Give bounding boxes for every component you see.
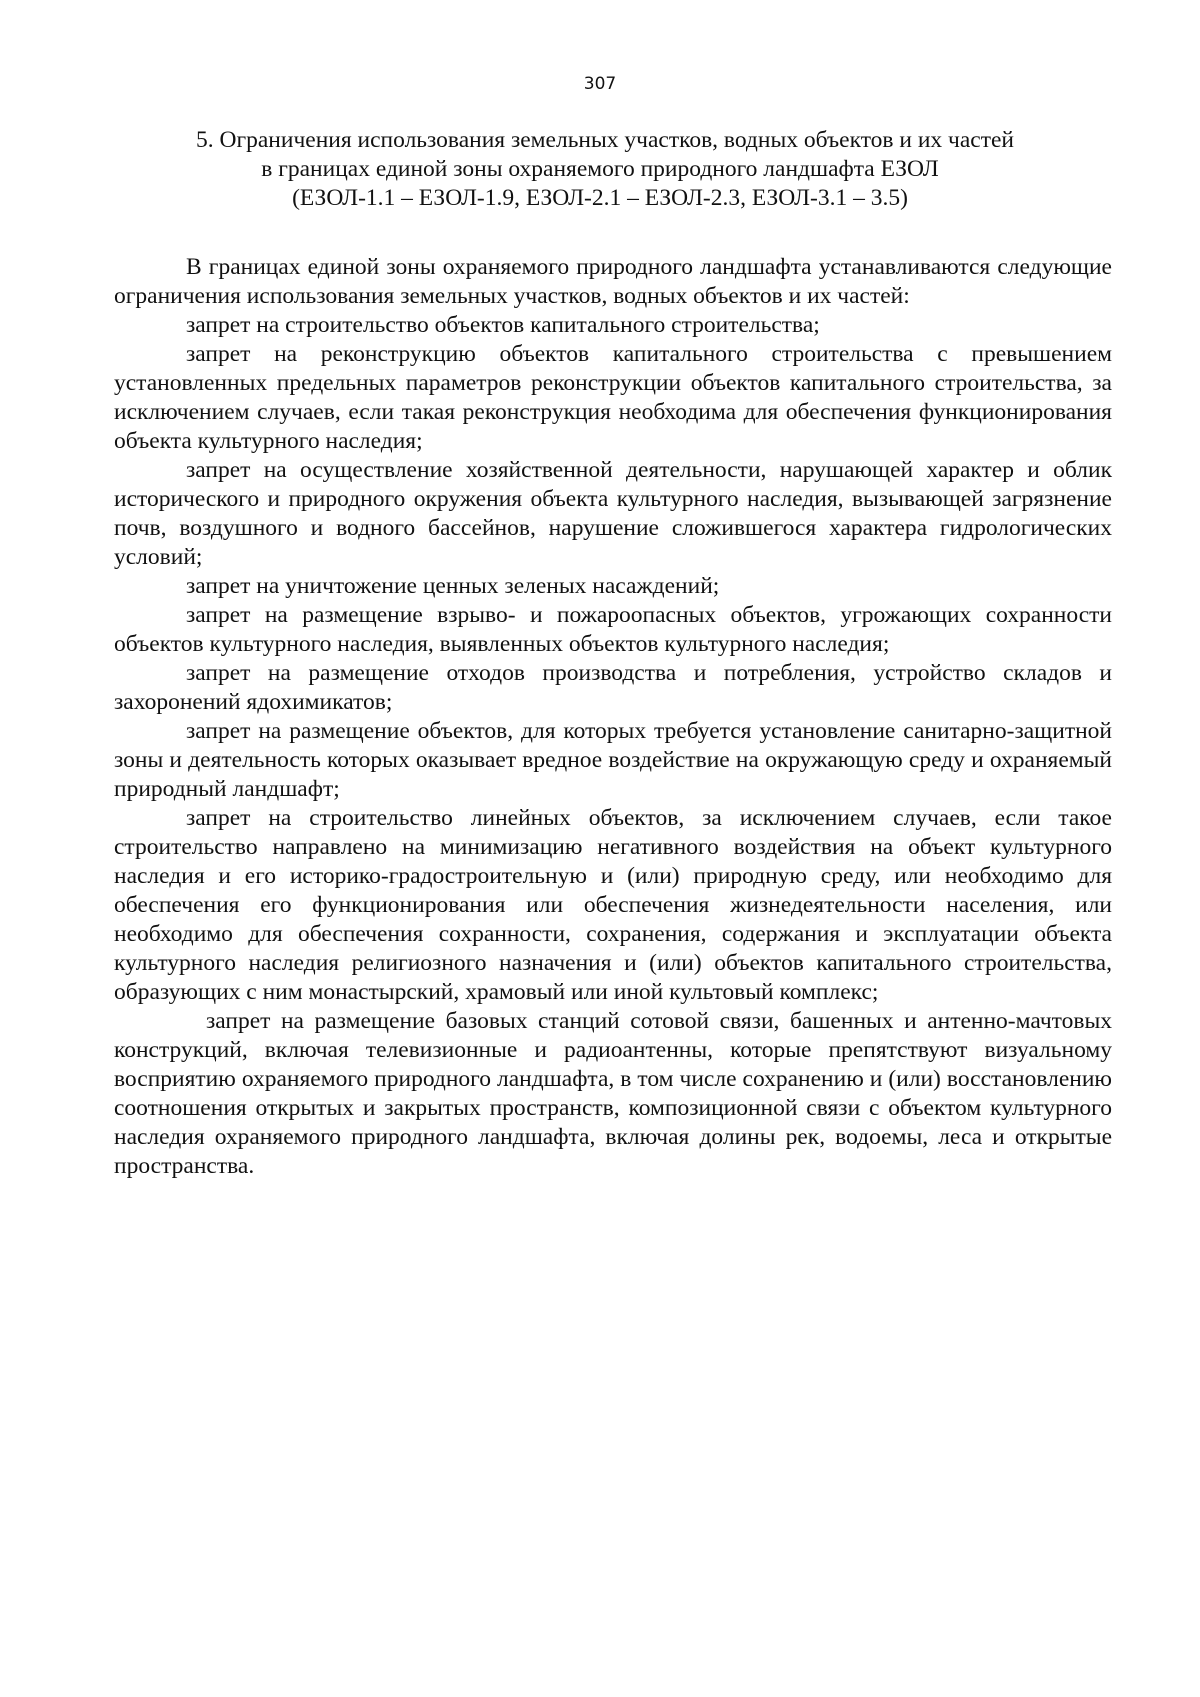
section-heading bbox=[0, 126, 1200, 213]
restriction-item: запрет на реконструкцию объектов капитального строительства с превышением установленных предельных параметров реконструкции объектов капитального строительства, за исключением случаев, если такая реконструкция необходима для обеспечения функционирования объекта культурного наследия; bbox=[114, 341, 1112, 454]
heading-line-1: 5. Ограничения использования земельных участков, водных объектов и их частей bbox=[196, 127, 1014, 153]
heading-line-3: (ЕЗОЛ-1.1 – ЕЗОЛ-1.9, ЕЗОЛ-2.1 – ЕЗОЛ-2.3, ЕЗОЛ-3.1 – 3.5) bbox=[292, 185, 908, 211]
restriction-item: запрет на размещение объектов, для которых требуется установление санитарно-защитной зоны и деятельность которых оказывает вредное воздействие на окружающую среду и охраняемый природный ландшафт; bbox=[114, 718, 1112, 802]
restriction-item: запрет на строительство объектов капитального строительства; bbox=[186, 312, 820, 338]
page-number: 307 bbox=[583, 74, 617, 94]
restriction-item: запрет на осуществление хозяйственной деятельности, нарушающей характер и облик исторического и природного окружения объекта культурного наследия, вызывающей загрязнение почв, воздушного и водного бассейнов, нарушение сложившегося характера гидрологических условий; bbox=[114, 457, 1112, 570]
document-body bbox=[114, 253, 1112, 1181]
intro-paragraph: В границах единой зоны охраняемого природного ландшафта устанавливаются следующие ограничения использования земельных участков, водных объектов и их частей: bbox=[114, 254, 1112, 309]
restriction-item: запрет на размещение отходов производства и потребления, устройство складов и захоронений ядохимикатов; bbox=[114, 660, 1112, 715]
restriction-item: запрет на уничтожение ценных зеленых насаждений; bbox=[186, 573, 720, 599]
restriction-item: запрет на размещение взрыво- и пожароопасных объектов, угрожающих сохранности объектов культурного наследия, выявленных объектов культурного наследия; bbox=[114, 602, 1112, 657]
heading-line-2: в границах единой зоны охраняемого природного ландшафта ЕЗОЛ bbox=[261, 156, 939, 182]
restriction-item: запрет на строительство линейных объектов, за исключением случаев, если такое строительство направлено на минимизацию негативного воздействия на объект культурного наследия и его историко-градостроительную и (или) природную среду, или необходимо для обеспечения его функционирования или обеспечения жизнедеятельности населения, или необходимо для обеспечения сохранности, сохранения, содержания и эксплуатации объекта культурного наследия религиозного назначения и (или) объектов капитального строительства, образующих с ним монастырский, храмовый или иной культовый комплекс; bbox=[114, 805, 1112, 1005]
restriction-item: запрет на размещение базовых станций сотовой связи, башенных и антенно-мачтовых конструкций, включая телевизионные и радиоантенны, которые препятствуют визуальному восприятию охраняемого природного ландшафта, в том числе сохранению и (или) восстановлению соотношения открытых и закрытых пространств, композиционной связи с объектом культурного наследия охраняемого природного ландшафта, включая долины рек, водоемы, леса и открытые пространства. bbox=[114, 1008, 1112, 1179]
